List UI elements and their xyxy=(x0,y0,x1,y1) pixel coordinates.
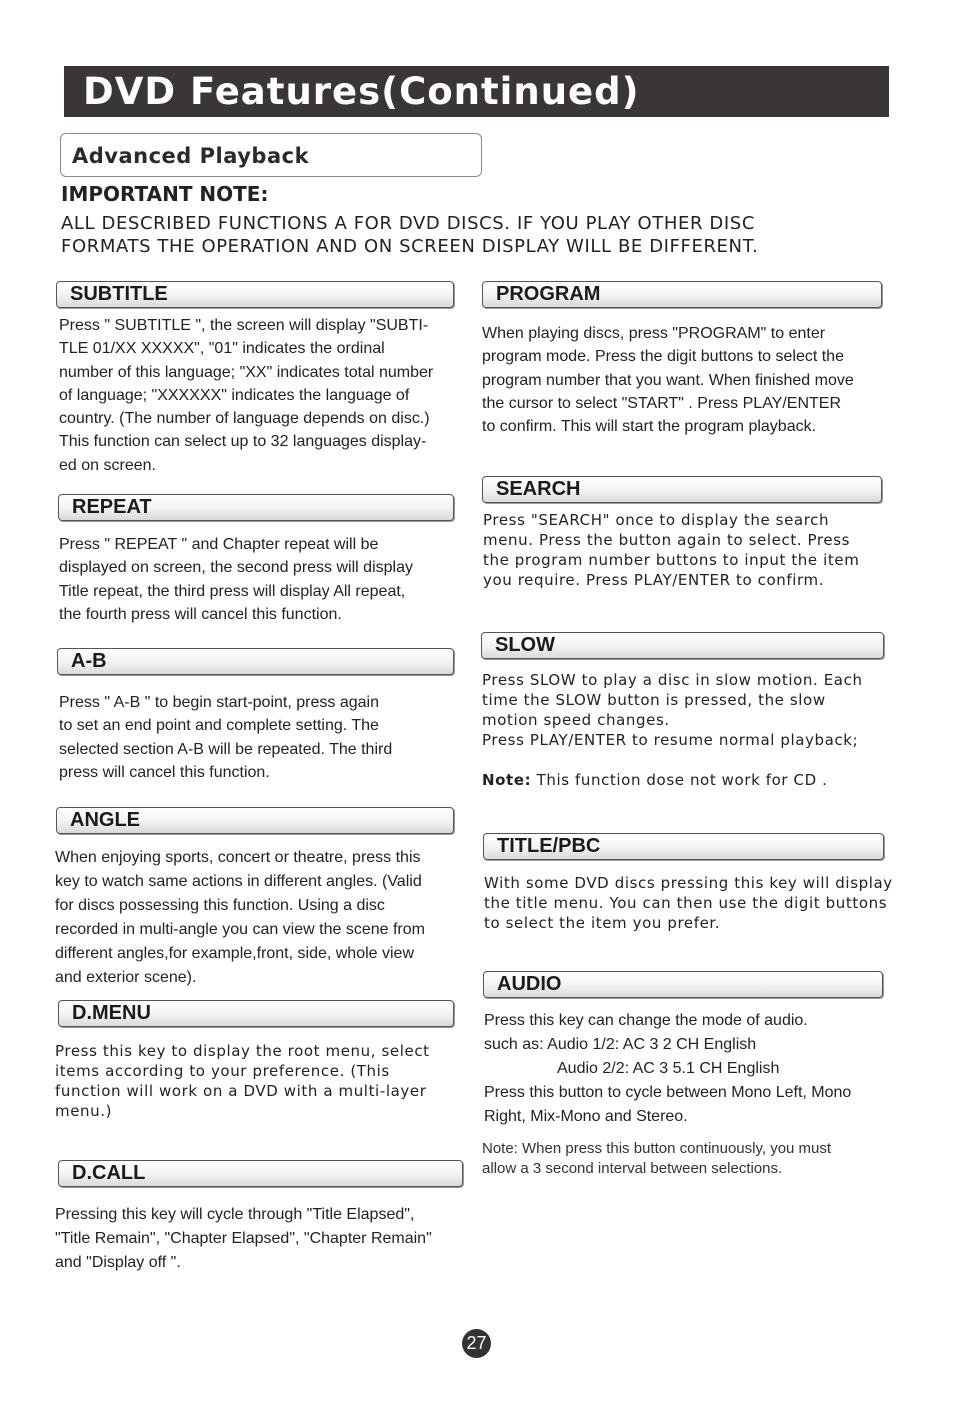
search-body xyxy=(483,510,903,590)
program-body xyxy=(482,322,902,438)
dmenu-header-label: D.MENU xyxy=(72,1002,151,1024)
important-note-body xyxy=(61,212,891,258)
text-line: menu.) xyxy=(55,1102,113,1120)
angle-body xyxy=(55,846,475,990)
program-header xyxy=(482,281,882,308)
text-line: program mode. Press the digit buttons to select the xyxy=(482,348,844,366)
text-line: country. (The number of language depends on disc.) xyxy=(59,410,430,428)
slow-header-label: SLOW xyxy=(495,634,555,656)
repeat-header-label: REPEAT xyxy=(72,496,152,518)
text-line: allow a 3 second interval between selections. xyxy=(482,1160,783,1177)
search-header xyxy=(482,476,882,503)
search-header-label: SEARCH xyxy=(496,478,581,500)
text-line: number of this language; "XX" indicates total number xyxy=(59,363,434,381)
text-line: of language; "XXXXXX" indicates the language of xyxy=(59,386,410,404)
slow-body xyxy=(482,670,922,790)
dcall-header xyxy=(58,1160,463,1187)
text-line: This function can select up to 32 languages display- xyxy=(59,433,427,451)
important-note-line: ALL DESCRIBED FUNCTIONS A FOR DVD DISCS. IF YOU PLAY OTHER DISC xyxy=(61,213,755,234)
repeat-header xyxy=(58,494,454,521)
text-line: displayed on screen, the second press will display xyxy=(59,559,413,577)
audio-header xyxy=(483,971,883,998)
text-line: With some DVD discs pressing this key will display xyxy=(484,874,893,892)
text-line: for discs possessing this function. Using a disc xyxy=(55,897,385,914)
text-line: to set an end point and complete setting. The xyxy=(59,717,379,735)
text-line: the title menu. You can then use the digit buttons xyxy=(484,894,888,912)
text-line: Audio 2/2: AC 3 5.1 CH English xyxy=(557,1060,780,1077)
text-line: Press PLAY/ENTER to resume normal playback; xyxy=(482,731,859,749)
titlepbc-body xyxy=(484,873,924,933)
text-line: Pressing this key will cycle through "Title Elapsed", xyxy=(55,1206,415,1223)
audio-header-label: AUDIO xyxy=(497,973,562,995)
text-line: Press this button to cycle between Mono Left, Mono xyxy=(484,1084,852,1101)
text-line: Note: When press this button continuously, you must xyxy=(482,1140,832,1157)
slow-note-label: Note: xyxy=(482,771,532,789)
text-line: Press "SEARCH" once to display the search xyxy=(483,511,830,529)
text-line: the cursor to select "START" . Press PLAY/ENTER xyxy=(482,394,842,412)
text-line: key to watch same actions in different angles. (Valid xyxy=(55,873,422,890)
text-line: Press " SUBTITLE ", the screen will display "SUBTI- xyxy=(59,317,429,334)
text-line: the fourth press will cancel this function. xyxy=(59,605,342,623)
text-line: different angles,for example,front, side, whole view xyxy=(55,945,415,962)
section-title: Advanced Playback xyxy=(72,144,310,168)
section-title-box xyxy=(60,133,482,177)
text-line: you require. Press PLAY/ENTER to confirm. xyxy=(483,571,825,589)
text-line: the program number buttons to input the item xyxy=(483,551,860,569)
text-line: menu. Press the button again to select. Press xyxy=(483,531,851,549)
text-line: Press SLOW to play a disc in slow motion. Each xyxy=(482,671,863,689)
text-line: program number that you want. When finished move xyxy=(482,371,854,389)
text-line: When playing discs, press "PROGRAM" to enter xyxy=(482,325,826,342)
text-line: recorded in multi-angle you can view the scene from xyxy=(55,921,425,938)
text-line: such as: Audio 1/2: AC 3 2 CH English xyxy=(484,1036,757,1053)
angle-header-label: ANGLE xyxy=(70,809,140,831)
text-line: TLE 01/XX XXXXX", "01" indicates the ordinal xyxy=(59,340,385,358)
important-note-line: FORMATS THE OPERATION AND ON SCREEN DISPLAY WILL BE DIFFERENT. xyxy=(61,236,759,257)
titlepbc-header-label: TITLE/PBC xyxy=(497,835,601,857)
ab-header xyxy=(57,648,454,675)
titlepbc-header xyxy=(483,833,884,860)
dmenu-header xyxy=(58,1000,454,1027)
text-line: Title repeat, the third press will display All repeat, xyxy=(59,582,406,600)
slow-header xyxy=(481,632,884,659)
page-title-bar xyxy=(64,66,889,117)
text-line: Press " A-B " to begin start-point, press again xyxy=(59,694,379,711)
text-line: press will cancel this function. xyxy=(59,763,270,781)
text-line: Press " REPEAT " and Chapter repeat will be xyxy=(59,536,379,553)
subtitle-header-label: SUBTITLE xyxy=(70,283,168,305)
audio-body xyxy=(484,1009,924,1129)
page-title: DVD Features(Continued) xyxy=(83,70,640,113)
ab-body xyxy=(59,691,459,784)
page-number: 27 xyxy=(462,1329,491,1358)
slow-note xyxy=(482,770,922,790)
text-line: and exterior scene). xyxy=(55,969,197,986)
text-line: and "Display off ". xyxy=(55,1254,181,1271)
subtitle-header xyxy=(56,281,454,308)
text-line: Right, Mix-Mono and Stereo. xyxy=(484,1108,688,1125)
slow-note-text: This function dose not work for CD . xyxy=(531,771,828,789)
text-line: Press this key to display the root menu, select xyxy=(55,1042,430,1060)
dcall-header-label: D.CALL xyxy=(72,1162,146,1184)
text-line: selected section A-B will be repeated. The third xyxy=(59,740,393,758)
text-line: Press this key can change the mode of audio. xyxy=(484,1012,808,1029)
text-line: When enjoying sports, concert or theatre, press this xyxy=(55,849,421,866)
important-note-title: IMPORTANT NOTE: xyxy=(61,182,269,206)
text-line: to confirm. This will start the program playback. xyxy=(482,418,817,436)
program-header-label: PROGRAM xyxy=(496,283,601,305)
text-line: function will work on a DVD with a multi-layer xyxy=(55,1082,427,1100)
ab-header-label: A-B xyxy=(71,650,107,672)
text-line: ed on screen. xyxy=(59,456,156,474)
subtitle-body xyxy=(59,314,469,477)
text-line: to select the item you prefer. xyxy=(484,914,721,932)
text-line: motion speed changes. xyxy=(482,711,670,729)
text-line: items according to your preference. (This xyxy=(55,1062,390,1080)
dcall-body xyxy=(55,1203,475,1275)
repeat-body xyxy=(59,533,469,626)
angle-header xyxy=(56,807,454,834)
audio-note xyxy=(482,1139,922,1179)
dmenu-body xyxy=(55,1041,475,1121)
text-line: "Title Remain", "Chapter Elapsed", "Chapter Remain" xyxy=(55,1230,432,1247)
text-line: time the SLOW button is pressed, the slow xyxy=(482,691,826,709)
